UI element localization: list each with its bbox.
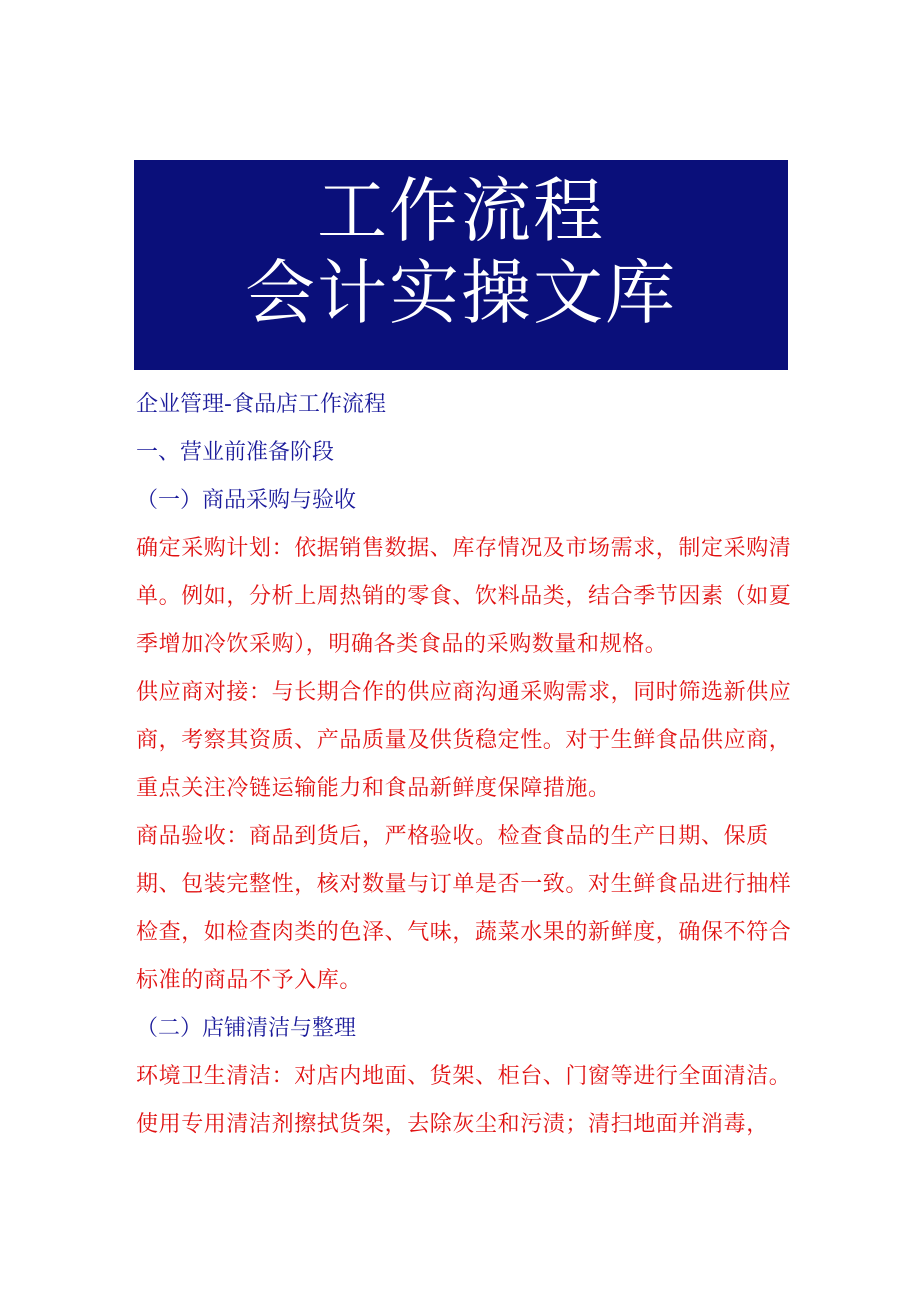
banner-title-line-2: 会计实操文库: [245, 252, 677, 334]
cover-banner: [134, 160, 788, 370]
section-heading: 一、营业前准备阶段: [136, 440, 335, 465]
paragraph-procurement-plan: 确定采购计划：依据销售数据、库存情况及市场需求，制定采购清单。例如，分析上周热销的零食、饮料品类，结合季节因素（如夏季增加冷饮采购），明确各类食品的采购数量和规格。: [136, 536, 792, 657]
paragraph-goods-inspection: 商品验收：商品到货后，严格验收。检查食品的生产日期、保质期、包装完整性，核对数量与订单是否一致。对生鲜食品进行抽样检查，如检查肉类的色泽、气味，蔬菜水果的新鲜度，确保不符合标准的商品不予入库。: [136, 824, 792, 993]
banner-title-line-1: 工作流程: [317, 170, 605, 252]
document-body: [136, 381, 796, 1149]
subsection-heading: （二）店铺清洁与整理: [136, 1016, 357, 1041]
paragraph-cleaning: 环境卫生清洁：对店内地面、货架、柜台、门窗等进行全面清洁。使用专用清洁剂擦拭货架，去除灰尘和污渍；清扫地面并消毒，: [136, 1064, 792, 1137]
subsection-heading: （一）商品采购与验收: [136, 488, 357, 513]
paragraph-supplier-contact: 供应商对接：与长期合作的供应商沟通采购需求，同时筛选新供应商，考察其资质、产品质量及供货稳定性。对于生鲜食品供应商，重点关注冷链运输能力和食品新鲜度保障措施。: [136, 680, 792, 801]
document-title: 企业管理-食品店工作流程: [136, 392, 386, 417]
